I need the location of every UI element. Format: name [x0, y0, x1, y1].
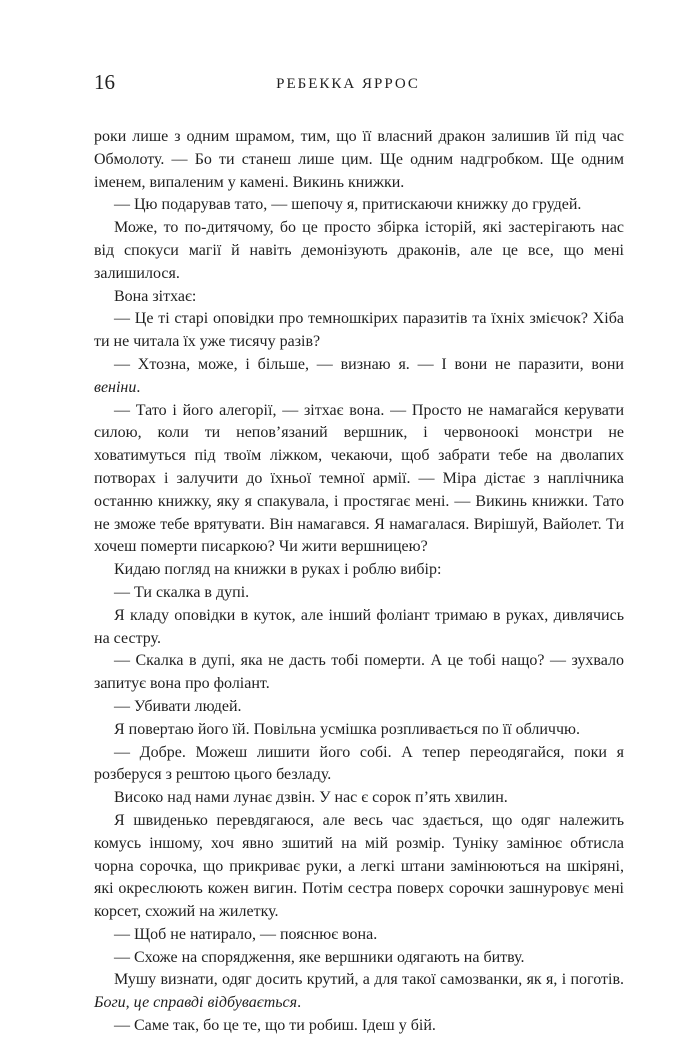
italic-text: Боги, це справді відбувається [94, 994, 298, 1012]
paragraph-text: — Хтозна, може, і більше, — визнаю я. — І вони не паразити, вони [114, 355, 624, 373]
paragraph-text: Мушу визнати, одяг досить крутий, а для такої самозванки, як я, і поготів. [114, 971, 624, 989]
page-header [0, 70, 696, 98]
paragraph: Вона зітхає: [114, 287, 197, 305]
paragraph [94, 969, 624, 1015]
paragraph-text: . [297, 994, 302, 1012]
page-number: 16 [94, 70, 115, 94]
body-text [94, 126, 624, 1038]
paragraph: роки лише з одним шрамом, тим, що її власний дракон залишив їй під час Обмолоту. — Бо ти станеш лише цим. Ще одним надгробком. Ще одним іменем, випаленим у камені. Викинь книжки. [94, 128, 624, 191]
paragraph: Я швиденько перевдягаюся, але весь час здається, що одяг належить комусь іншому, хоч явно зшитий на мій розмір. Туніку замінює обтисла чорна сорочка, що прикриває руки, а легкі штани замінюються на шкіряні, які окреслюють кожен вигин. Потім сестра поверх сорочки зашнуровує мені корсет, схожий на жилетку. [94, 811, 624, 921]
paragraph: — Схоже на спорядження, яке вершники одягають на битву. [114, 948, 525, 966]
paragraph [94, 354, 624, 400]
paragraph: — Добре. Можеш лишити його собі. А тепер переодягайся, поки я розберуся з рештою цього безладу. [94, 743, 624, 784]
paragraph: — Убивати людей. [114, 697, 242, 715]
paragraph: — Це ті старі оповідки про темношкірих паразитів та їхніх змієчок? Хіба ти не читала їх уже тисячу разів? [94, 310, 624, 351]
paragraph: — Щоб не натирало, — пояснює вона. [114, 925, 378, 943]
paragraph: Високо над нами лунає дзвін. У нас є сорок п’ять хвилин. [114, 789, 508, 807]
paragraph: — Ти скалка в дупі. [114, 583, 250, 601]
paragraph: — Цю подарував тато, — шепочу я, притискаючи книжку до грудей. [114, 196, 582, 214]
paragraph: Я кладу оповідки в куток, але інший фоліант тримаю в руках, дивлячись на сестру. [94, 606, 624, 647]
paragraph-text: . [136, 378, 141, 396]
paragraph: — Скалка в дупі, яка не дасть тобі померти. А це тобі нащо? — зухвало запитує вона про фоліант. [94, 652, 624, 693]
paragraph: — Саме так, бо це те, що ти робиш. Ідеш у бій. [114, 1017, 436, 1035]
running-head-author: РЕБЕККА ЯРРОС [276, 76, 420, 92]
italic-text: веніни [94, 378, 137, 396]
paragraph: Я повертаю його їй. Повільна усмішка розпливається по її обличчю. [114, 720, 580, 738]
paragraph: — Тато і його алегорії, — зітхає вона. — Просто не намагайся керувати силою, коли ти непов’язаний вершник, і червоноокі монстри не ховатимуться під твоїм ліжком, чекаючи, щоб забрати тебе на дволапих потворах і залучити до їхньої темної армії. — Міра дістає з наплічника останню книжку, яку я спакувала, і простягає мені. — Викинь книжки. Тато не зможе тебе врятувати. Він намагався. Я намагалася. Вирішуй, Вайолет. Ти хочеш померти писаркою? Чи жити вершницею? [94, 401, 624, 556]
paragraph: Кидаю погляд на книжки в руках і роблю вибір: [114, 561, 442, 579]
paragraph: Може, то по-дитячому, бо це просто збірка історій, які застерігають нас від спокуси магії й навіть демонізують драконів, але це все, що мені залишилося. [94, 219, 624, 282]
